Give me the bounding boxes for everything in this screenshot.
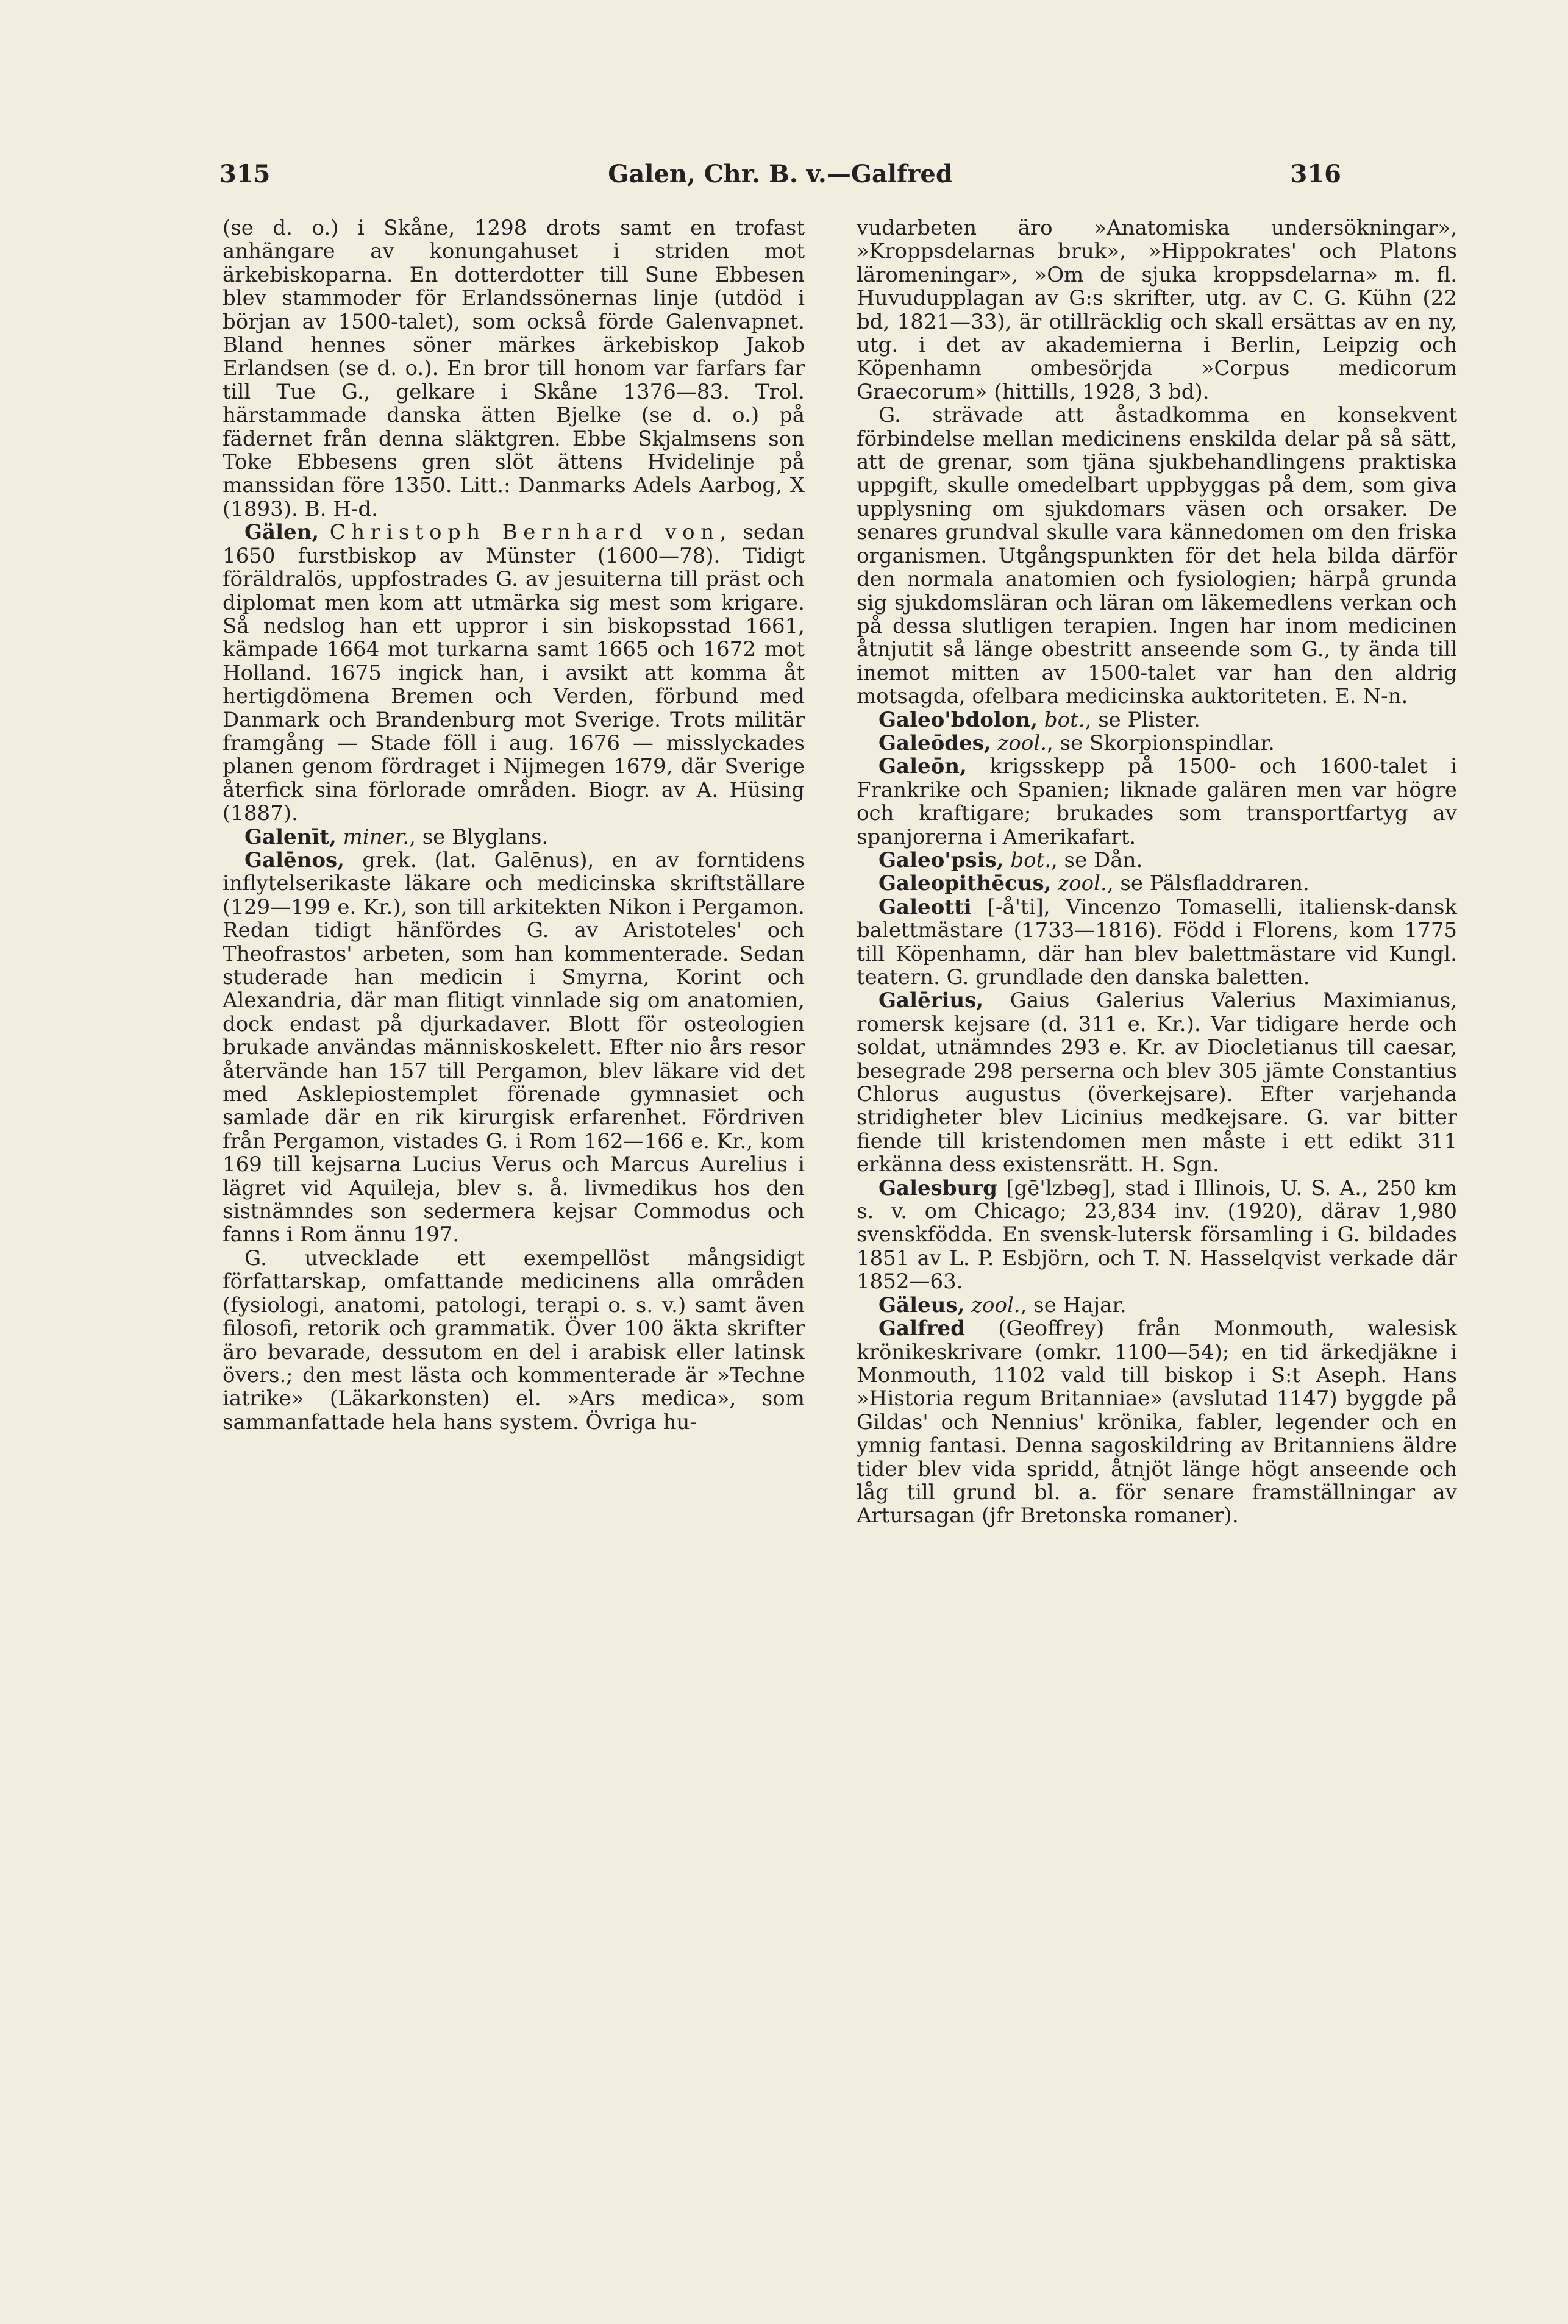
entry-headword: Gälen, bbox=[244, 520, 319, 545]
entry-abbr: zool. bbox=[1058, 871, 1107, 896]
paragraph: G. strävade att åstadkomma en konsekvent förbindelse mellan medicinens enskilda delar på så sätt, att de grenar, som tjäna sjukbehandlingens praktiska uppgift, skulle omedelbart uppbyggas på dem, som giva upplysning om sjukdomars väsen och orsaker. De senares grundval skulle vara kännedomen om den friska organismen. Utgångspunkten för det hela bilda därför den normala anatomien och fysiologien; härpå grunda sig sjukdomsläran och läran om läkemedlens verkan och på dessa slutligen terapien. Ingen har inom medicinen åtnjutit så länge obestritt anseende som G., ty ända till inemot mitten av 1500-talet var han den aldrig motsagda, ofelbara medicinska auktoriteten. E. N-n. bbox=[857, 403, 1457, 709]
entry-text: sedan 1650 furstbiskop av Münster (1600—78). Tidigt föräldralös, uppfostrades G. av jesuiterna till präst och diplomat men kom att utmärka sig mest som krigare. Så nedslog han ett uppror i sin biskopsstad 1661, kämpade 1664 mot turkarna samt 1665 och 1672 mot Holland. 1675 ingick han, i avsikt att komma åt hertigdömena Bremen och Verden, förbund med Danmark och Brandenburg mot Sverige. Trots militär framgång — Stade föll i aug. 1676 — misslyckades planen genom fördraget i Nijmegen 1679, där Sverige återfick sina förlorade områden. Biogr. av A. Hüsing (1887). bbox=[223, 520, 805, 826]
entry-galeopsis bbox=[857, 849, 1457, 872]
left-column bbox=[223, 216, 805, 1434]
entry-galeopithecus bbox=[857, 872, 1457, 895]
page-header bbox=[219, 160, 1341, 196]
entry-text: , se Hajar. bbox=[1020, 1292, 1127, 1317]
entry-headword: Galeōn, bbox=[878, 754, 967, 779]
entry-abbr: zool. bbox=[997, 730, 1047, 755]
entry-text: , se Pälsfladdraren. bbox=[1107, 871, 1310, 896]
entry-galeobdolon bbox=[857, 708, 1457, 732]
paragraph: vudarbeten äro »Anatomiska undersökningar», »Kroppsdelarnas bruk», »Hippokrates' och Platons läromeningar», »Om de sjuka kroppsdelarna» m. fl. Huvudupplagan av G:s skrifter, utg. av C. G. Kühn (22 bd, 1821—33), är otillräcklig och skall ersättas av en ny, utg. i det av akademierna i Berlin, Leipzig och Köpenhamn ombesörjda »Corpus medicorum Graecorum» (hittills, 1928, 3 bd). bbox=[857, 216, 1457, 404]
entry-text: Gaius Galerius Valerius Maximianus, romersk kejsare (d. 311 e. Kr.). Var tidigare herde och soldat, utnämndes 293 e. Kr. av Diocletianus till caesar, besegrade 298 perserna och blev 305 jämte Constantius Chlorus augustus (överkejsare). Efter varjehanda stridigheter blev Licinius medkejsare. G. var bitter fiende till kristendomen men måste i ett edikt 311 erkänna dess existensrätt. H. Sgn. bbox=[857, 988, 1457, 1177]
entry-text: grek. (lat. Galēnus), en av forntidens inflytelserikaste läkare och medicinska skriftställare (129—199 e. Kr.), son till arkitekten Nikon i Pergamon. Redan tidigt hänfördes G. av Aristoteles' och Theofrastos' arbeten, som han kommenterade. Sedan studerade han medicin i Smyrna, Korint och Alexandria, där man flitigt vinnlade sig om anatomien, dock endast på djurkadaver. Blott för osteologien brukade användas människoskelett. Efter nio års resor återvände han 157 till Pergamon, blev läkare vid det med Asklepiostemplet förenade gymnasiet och samlade där en rik kirurgisk erfarenhet. Fördriven från Pergamon, vistades G. i Rom 162—166 e. Kr., kom 169 till kejsarna Lucius Verus och Marcus Aurelius i lägret vid Aquileja, blev s. å. livmedikus hos den sistnämndes son sedermera kejsar Commodus och fanns i Rom ännu 197. bbox=[223, 847, 805, 1247]
paragraph: (se d. o.) i Skåne, 1298 drots samt en trofast anhängare av konungahuset i striden mot ärkebiskoparna. En dotterdotter till Sune Ebbesen blev stammoder för Erlandssönernas linje (utdöd i början av 1500-talet), som också förde Galenvapnet. Bland hennes söner märkes ärkebiskop Jakob Erlandsen (se d. o.). En bror till honom var farfars far till Tue G., gelkare i Skåne 1376—83. Trol. härstammade danska ätten Bjelke (se d. o.) på fädernet från denna släktgren. Ebbe Skjalmsens son Toke Ebbesens gren slöt ättens Hvidelinje på manssidan före 1350. Litt.: Danmarks Adels Aarbog, X (1893). B. H-d. bbox=[223, 216, 805, 521]
entry-galfred bbox=[857, 1317, 1457, 1528]
entry-galen-christoph bbox=[223, 521, 805, 825]
paragraph: G. utvecklade ett exempellöst mångsidigt författarskap, omfattande medicinens alla områden (fysiologi, anatomi, patologi, terapi o. s. v.) samt även filosofi, retorik och grammatik. Över 100 äkta skrifter äro bevarade, dessutom en del i arabisk eller latinsk övers.; den mest lästa och kommenterade är »Techne iatrike» (Läkarkonsten) el. »Ars medica», som sammanfattade hela hans system. Övriga hu- bbox=[223, 1246, 805, 1435]
entry-headword: Gäleus, bbox=[878, 1292, 965, 1317]
entry-abbr: zool. bbox=[971, 1292, 1021, 1317]
entry-headword: Galeotti bbox=[878, 894, 972, 919]
entry-galerius bbox=[857, 989, 1457, 1176]
entry-text: , se Dån. bbox=[1051, 847, 1143, 872]
entry-galeon bbox=[857, 755, 1457, 849]
entry-abbr: bot. bbox=[1010, 847, 1052, 872]
entry-headword: Galērius, bbox=[878, 988, 984, 1013]
entry-headword: Galenīt, bbox=[244, 824, 337, 849]
entry-text: (Geoffrey) från Monmouth, walesisk krönikeskrivare (omkr. 1100—54); en tid ärkedjäkne i Monmouth, 1102 vald till biskop i S:t Aseph. Hans »Historia regum Britanniae» (avslutad 1147) byggde på Gildas' och Nennius' krönika, fabler, legender och en ymnig fantasi. Denna sagoskildring av Britanniens äldre tider blev vida spridd, åtnjöt länge högt anseende och låg till grund bl. a. för senare framställningar av Artursagan (jfr Bretonska romaner). bbox=[857, 1316, 1458, 1528]
entry-galeus bbox=[857, 1294, 1457, 1317]
entry-headword: Galeopithēcus, bbox=[878, 871, 1052, 896]
entry-text: , se Blyglans. bbox=[409, 824, 549, 849]
page-number-right: 316 bbox=[1290, 160, 1341, 188]
entry-galenit bbox=[223, 825, 805, 849]
entry-headword: Galeōdes, bbox=[878, 730, 991, 755]
entry-galenos bbox=[223, 849, 805, 1247]
entry-name: Christoph Bernhard von, bbox=[329, 520, 732, 545]
right-column bbox=[857, 216, 1457, 1528]
entry-galesburg bbox=[857, 1177, 1457, 1294]
entry-headword: Galeo'bdolon, bbox=[878, 707, 1038, 732]
entry-text: [-å'ti], Vincenzo Tomaselli, italiensk-dansk balettmästare (1733—1816). Född i Florens, kom 1775 till Köpenhamn, där han blev balettmästare vid Kungl. teatern. G. grundlade den danska baletten. bbox=[857, 894, 1458, 989]
entry-text: krigsskepp på 1500- och 1600-talet i Frankrike och Spanien; liknade galären men var högre och kraftigare; brukades som transportfartyg av spanjorerna i Amerikafart. bbox=[857, 754, 1458, 849]
entry-galeodes bbox=[857, 732, 1457, 755]
entry-headword: Galfred bbox=[878, 1316, 965, 1341]
entry-abbr: bot. bbox=[1044, 707, 1085, 732]
entry-headword: Galesburg bbox=[878, 1175, 997, 1200]
page-number-left: 315 bbox=[219, 160, 271, 188]
entry-headword: Galēnos, bbox=[244, 847, 344, 872]
entry-text: , se Skorpionspindlar. bbox=[1047, 730, 1275, 755]
entry-galeotti bbox=[857, 896, 1457, 989]
entry-text: , se Plister. bbox=[1085, 707, 1200, 732]
entry-headword: Galeo'psis, bbox=[878, 847, 1004, 872]
entry-abbr: miner. bbox=[343, 824, 410, 849]
entry-text: [gē'lzbǝg], stad i Illinois, U. S. A., 250 km s. v. om Chicago; 23,834 inv. (1920), därav 1,980 svenskfödda. En svensk-lutersk församling i G. bildades 1851 av L. P. Esbjörn, och T. N. Hasselqvist verkade där 1852—63. bbox=[857, 1175, 1457, 1294]
running-title: Galen, Chr. B. v.—Galfred bbox=[608, 160, 953, 188]
